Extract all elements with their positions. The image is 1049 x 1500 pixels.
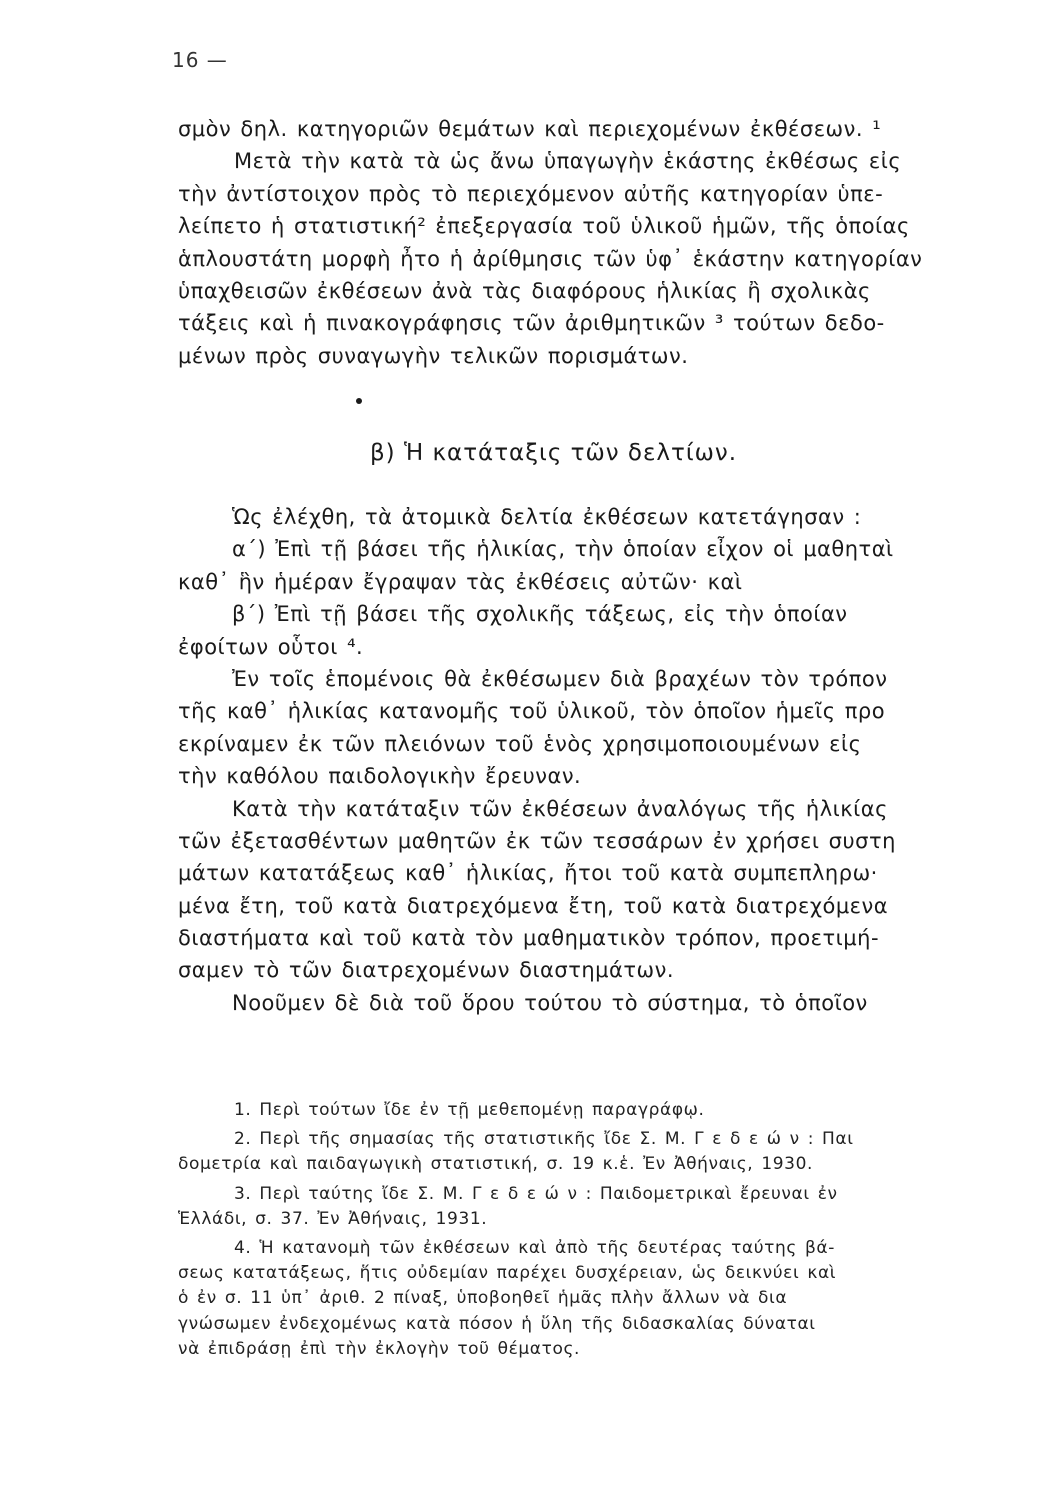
body-line: λείπετο ἡ στατιστική² ἐπεξεργασία τοῦ ὑλικοῦ ἡμῶν, τῆς ὁποίας (178, 214, 910, 239)
footnote-line: 1. Περὶ τούτων ἴδε ἐν τῇ μεθεπομένῃ παραγράφῳ. (234, 1100, 705, 1120)
body-line: ἐφοίτων οὗτοι ⁴. (178, 634, 364, 659)
body-line: β΄) Ἐπὶ τῇ βάσει τῆς σχολικῆς τάξεως, εἰς τὴν ὁποίαν (232, 602, 848, 627)
body-line: Μετὰ τὴν κατὰ τὰ ὡς ἄνω ὑπαγωγὴν ἑκάστης ἐκθέσως εἰς (234, 149, 902, 174)
body-line: ἁπλουστάτη μορφὴ ἦτο ἡ ἀρίθμησις τῶν ὑφ᾽ ἑκάστην κατηγορίαν (178, 246, 923, 271)
body-line: τῶν ἐξετασθέντων μαθητῶν ἐκ τῶν τεσσάρων ἐν χρήσει συστη (178, 828, 896, 853)
footnote-line: γνώσωμεν ἐνδεχομένως κατὰ πόσον ἡ ὕλη τῆς διδασκαλίας δύναται (178, 1313, 816, 1334)
body-line: τῆς καθ᾽ ἡλικίας κατανομῆς τοῦ ὑλικοῦ, τὸν ὁποῖον ἡμεῖς προ (178, 699, 886, 724)
footnote-line: σεως κατατάξεως, ἥτις οὐδεμίαν παρέχει δυσχέρειαν, ὡς δεικνύει καὶ (178, 1263, 837, 1284)
body-line: τὴν ἀντίστοιχον πρὸς τὸ περιεχόμενον αὐτῆς κατηγορίαν ὑπε- (178, 181, 884, 206)
body-line: μένα ἔτη, τοῦ κατὰ διατρεχόμενα ἔτη, τοῦ κατὰ διατρεχόμενα (178, 893, 889, 918)
body-line: Κατὰ τὴν κατάταξιν τῶν ἐκθέσεων ἀναλόγως τῆς ἡλικίας (232, 796, 888, 821)
body-line: τάξεις καὶ ἡ πινακογράφησις τῶν ἀριθμητικῶν ³ τούτων δεδο- (178, 311, 885, 336)
intro-paragraphs (178, 113, 990, 372)
body-line: σμὸν δηλ. κατηγοριῶν θεμάτων καὶ περιεχομένων ἐκθέσεων. ¹ (178, 117, 882, 141)
page-number: 16 — (172, 48, 228, 72)
footnote-line: δομετρία καὶ παιδαγωγικὴ στατιστική, σ. 19 κ.ἑ. Ἐν Ἀθήναις, 1930. (178, 1154, 813, 1175)
footnote-line: 3. Περὶ ταύτης ἴδε Σ. Μ. Γ ε δ ε ώ ν : Παιδομετρικαὶ ἔρευναι ἐν (234, 1183, 838, 1204)
body-line: μένων πρὸς συναγωγὴν τελικῶν πορισμάτων. (178, 343, 689, 368)
footnote-line: 4. Ἡ κατανομὴ τῶν ἐκθέσεων καὶ ἀπὸ τῆς δευτέρας ταύτης βά- (234, 1237, 835, 1258)
section-paragraphs (178, 501, 990, 1019)
body-line: α΄) Ἐπὶ τῇ βάσει τῆς ἡλικίας, τὴν ὁποίαν εἶχον οἱ μαθηταὶ (232, 537, 894, 562)
body-line: καθ᾽ ἣν ἡμέραν ἔγραψαν τὰς ἐκθέσεις αὐτῶν· καὶ (178, 569, 743, 594)
footnote-line: 2. Περὶ τῆς σημασίας τῆς στατιστικῆς ἴδε Σ. Μ. Γ ε δ ε ώ ν : Παι (234, 1129, 854, 1150)
body-line: μάτων κατατάξεως καθ᾽ ἡλικίας, ἤτοι τοῦ κατὰ συμπεπληρω· (178, 861, 878, 886)
body-line: τὴν καθόλου παιδολογικὴν ἔρευναν. (178, 764, 582, 789)
body-line: Ἐν τοῖς ἑπομένοις θὰ ἐκθέσωμεν διὰ βραχέων τὸν τρόπον (232, 666, 888, 691)
body-line: ὑπαχθεισῶν ἐκθέσεων ἀνὰ τὰς διαφόρους ἡλικίας ἢ σχολικὰς (178, 278, 871, 303)
footnote-line: νὰ ἐπιδράσῃ ἐπὶ τὴν ἐκλογὴν τοῦ θέματος. (178, 1338, 581, 1359)
footnote-line: Ἑλλάδι, σ. 37. Ἐν Ἀθήναις, 1931. (178, 1208, 488, 1229)
body-line: Νοοῦμεν δὲ διὰ τοῦ ὅρου τούτου τὸ σύστημα, τὸ ὁποῖον (232, 990, 868, 1015)
footnotes (178, 1098, 990, 1362)
body-line: εκρίναμεν ἐκ τῶν πλειόνων τοῦ ἑνὸς χρησιμοποιουμένων εἰς (178, 731, 862, 756)
stray-dot-mark (356, 398, 362, 404)
footnote-line: ὁ ἐν σ. 11 ὑπ᾽ ἀριθ. 2 πίναξ, ὑποβοηθεῖ ἡμᾶς πλὴν ἄλλων νὰ δια (178, 1288, 788, 1309)
body-line: διαστήματα καὶ τοῦ κατὰ τὸν μαθηματικὸν τρόπον, προετιμή- (178, 926, 880, 951)
section-heading: β) Ἡ κατάταξις τῶν δελτίων. (370, 440, 738, 466)
body-line: σαμεν τὸ τῶν διατρεχομένων διαστημάτων. (178, 958, 675, 983)
body-line: Ὡς ἐλέχθη, τὰ ἀτομικὰ δελτία ἐκθέσεων κατετάγησαν : (232, 505, 862, 529)
